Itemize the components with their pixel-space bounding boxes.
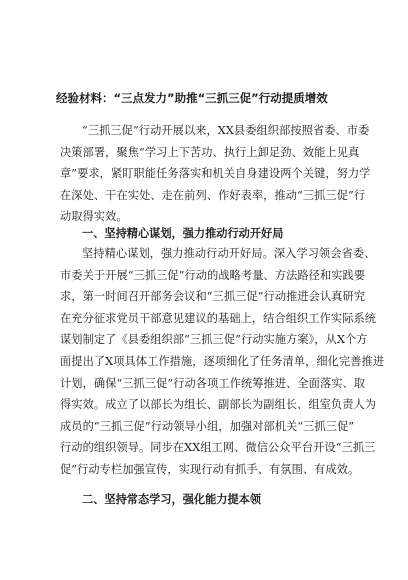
body-line: 得实效。成立了以部长为组长、副部长为副组长、组室负责人为	[60, 398, 377, 412]
body-line: 促”行动专栏加强宣传，实现行动有抓手、有氛围、有成效。	[60, 462, 360, 476]
body-line: 在充分征求党员干部意见建议的基础上，结合组织工作实际系统	[60, 311, 377, 325]
body-line: 成员的“三抓三促”行动领导小组，加强对部机关“三抓三促”	[60, 419, 355, 433]
body-line: 计划，确保“三抓三促”行动各项工作统筹推进、全面落实、取	[60, 376, 366, 390]
intro-line: 决策部署，聚焦“学习上下苦功、执行上卸足劲、效能上见真	[60, 145, 360, 159]
intro-line: 动取得实效。	[60, 210, 128, 224]
intro-line: “三抓三促”行动开展以来，XX县委组织部按照省委、市委	[82, 124, 370, 137]
intro-paragraph	[60, 120, 371, 228]
section-heading-1: 一、坚持精心谋划，强力推动行动开好局	[82, 227, 284, 240]
section1-paragraph	[60, 243, 385, 481]
body-line: 求，第一时间召开部务会议和“三抓三促”行动推进会认真研究	[60, 290, 366, 304]
document-title: 经验材料：“三点发力”助推“三抓三促”行动提质增效	[56, 91, 328, 105]
body-line: 面提出了X项具体工作措施，逐项细化了任务清单，细化完善推进	[60, 354, 385, 368]
section-heading-2: 二、坚持常态学习，强化能力提本领	[82, 493, 262, 506]
intro-line: 章”要求，紧盯职能任务落实和机关自身建设两个关键，努力学	[60, 167, 371, 181]
body-line: 谋划制定了《县委组织部“三抓三促”行动实施方案》，从X个方	[60, 333, 368, 347]
intro-line: 在深处、干在实处、走在前列、作好表率，推动“三抓三促”行	[60, 188, 366, 202]
body-line: 行动的组织领导。同步在XX组工网、微信公众平台开设“三抓三	[60, 441, 376, 455]
body-line: 坚持精心谋划，强力推动行动开好局。深入学习领会省委、	[82, 247, 376, 260]
body-line: 市委关于开展“三抓三促”行动的战略考量、方法路径和实践要	[60, 268, 366, 282]
